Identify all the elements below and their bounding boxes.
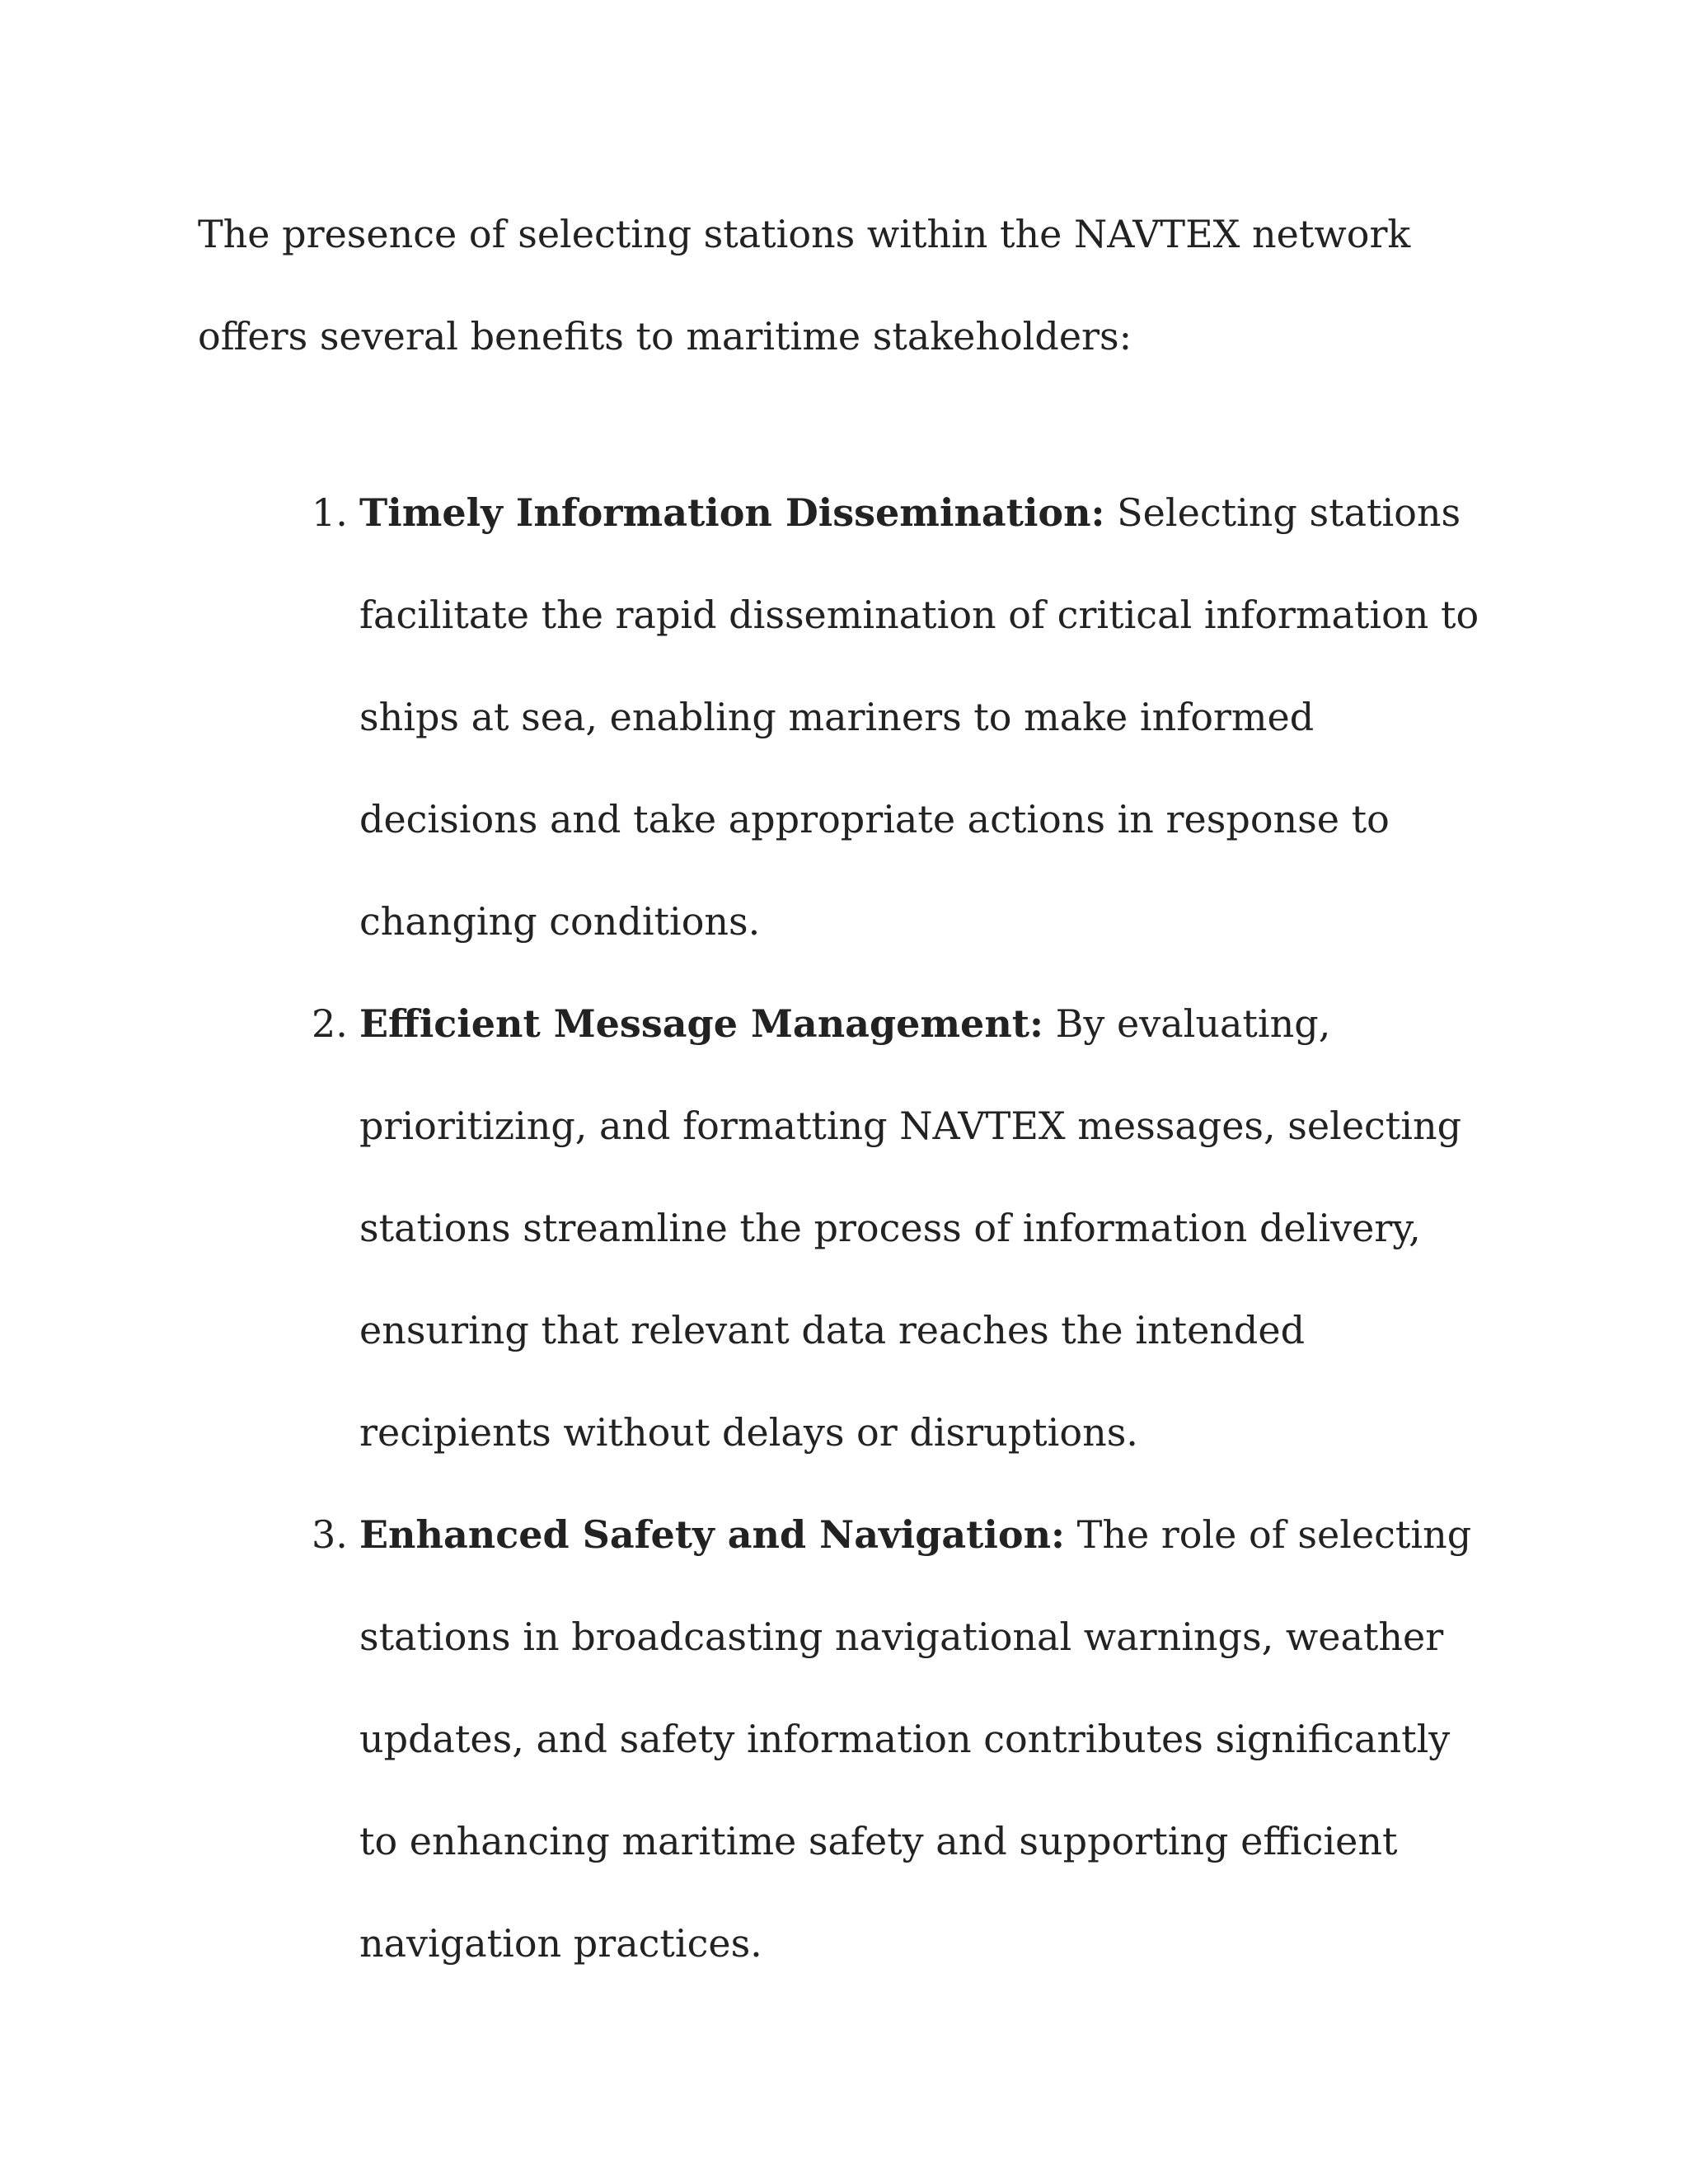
list-item-text: The role of selecting stations in broadcasting navigational warnings, weather updates, and safety information contributes significantly to enhancing maritime safety and supporting efficient navigation practices. (359, 1512, 1472, 1966)
list-item-heading: Timely Information Dissemination: (359, 490, 1105, 535)
list-item-number: 3. (312, 1512, 348, 1557)
list-item-heading: Efficient Message Management: (359, 1001, 1043, 1046)
list-item-text: Selecting stations facilitate the rapid dissemination of critical information to ships at sea, enabling mariners to make informed decisions and take appropriate actions in response to changing conditions. (359, 490, 1479, 944)
benefits-list (198, 462, 1500, 1994)
list-item (198, 462, 1500, 972)
intro-paragraph: The presence of selecting stations within the NAVTEX network offers several benefits to maritime stakeholders: (198, 212, 1411, 359)
list-item (198, 1483, 1500, 1994)
list-item-text: By evaluating, prioritizing, and formatting NAVTEX messages, selecting stations streamline the process of information delivery, ensuring that relevant data reaches the intended recipients without delays or disruptions. (359, 1001, 1462, 1455)
list-item (198, 972, 1500, 1483)
list-item-number: 1. (312, 490, 348, 535)
list-item-heading: Enhanced Safety and Navigation: (359, 1512, 1066, 1557)
list-item-number: 2. (312, 1001, 348, 1046)
